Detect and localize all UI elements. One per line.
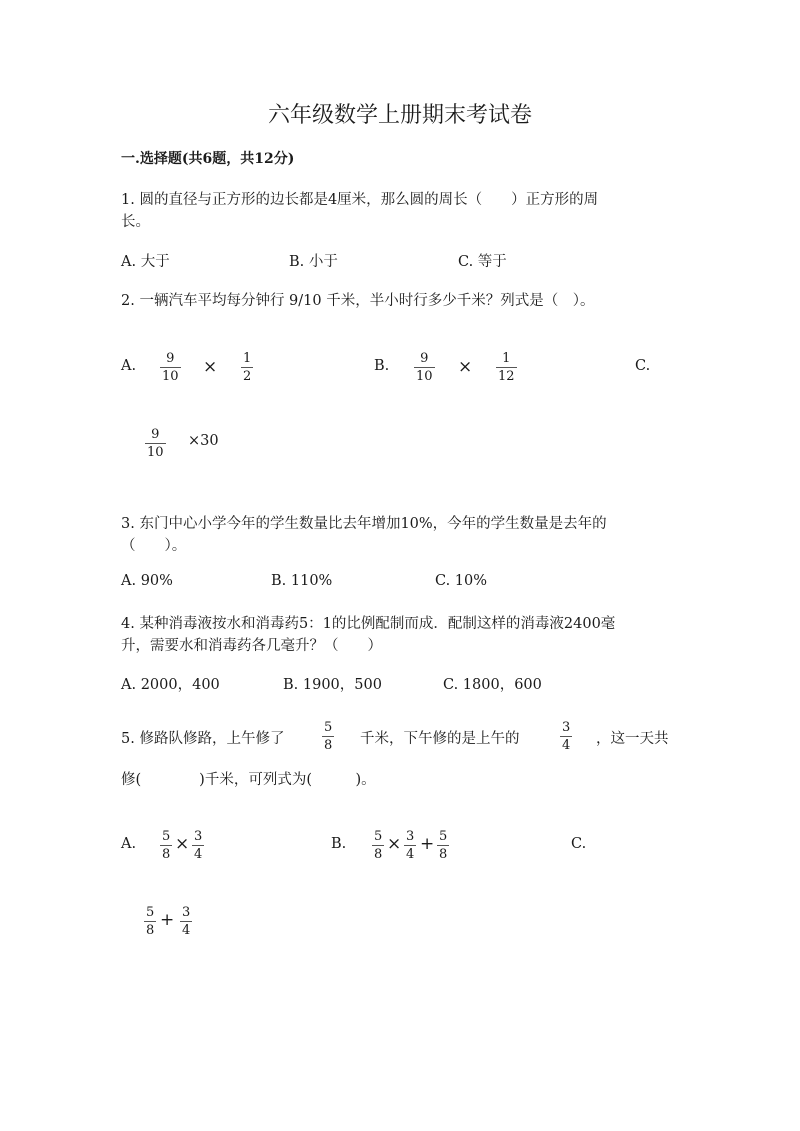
question-4-option-a: A. 2000，400 [121,677,220,693]
question-5-text-part-3: ，这一天共 [596,731,669,747]
question-5-option-b-fraction-3: 5 8 [439,829,448,862]
question-5-line-2: 修( )千米，可列式为( )。 [121,772,376,788]
question-5-option-c-fraction-1: 5 8 [146,905,155,938]
question-5-fraction-afternoon: 3 4 [562,720,571,753]
question-2-option-a-fraction-2: 1 2 [243,351,252,384]
question-2-option-b-times: × [458,357,473,377]
question-5-option-c-plus: + [160,910,175,930]
question-5-option-a-label: A. [121,836,137,852]
question-5-option-b-label: B. [331,836,347,852]
section-heading: 一.选择题(共6题，共12分) [121,151,295,167]
question-3-option-a: A. 90% [121,573,173,589]
question-5-text-part-1: 5. 修路队修路，上午修了 [121,731,285,747]
question-4-line-2: 升，需要水和消毒药各几毫升？（ ） [121,638,382,654]
question-3-line-1: 3. 东门中心小学今年的学生数量比去年增加10%，今年的学生数量是去年的 [121,516,607,532]
question-2-option-b-label: B. [374,358,390,374]
question-5-option-b-fraction-1: 5 8 [374,829,383,862]
question-5-option-a-fraction-1: 5 8 [162,829,171,862]
page-title: 六年级数学上册期末考试卷 [267,103,532,128]
question-1-option-a: A. 大于 [121,254,170,270]
question-2-option-a-fraction-1: 9 10 [162,351,179,384]
question-5-option-a-fraction-2: 3 4 [194,829,203,862]
question-5-text-part-2: 千米，下午修的是上午的 [360,731,520,747]
question-1-option-c: C. 等于 [458,254,507,270]
question-2-text: 2. 一辆汽车平均每分钟行 9/10 千米，半小时行多少千米？列式是（ ）。 [121,293,595,309]
question-5-option-b-times: × [387,834,402,854]
question-2-option-b-fraction-2: 1 12 [498,351,515,384]
question-2-option-c-fraction: 9 10 [147,427,164,460]
question-3-line-2: （ ）。 [121,538,187,554]
question-5-option-c-label: C. [571,836,587,852]
question-4-line-1: 4. 某种消毒液按水和消毒药5：1的比例配制而成．配制这样的消毒液2400毫 [121,616,616,632]
question-5-fraction-morning: 5 8 [324,720,333,753]
question-2-option-c-tail: ×30 [188,433,219,449]
question-2-option-a-label: A. [121,358,137,374]
question-5-option-a-times: × [175,834,190,854]
question-3-option-b: B. 110% [271,573,333,589]
question-2-option-a-times: × [203,357,218,377]
question-4-option-c: C. 1800，600 [443,677,542,693]
question-1-option-b: B. 小于 [289,254,338,270]
question-5-option-b-fraction-2: 3 4 [406,829,415,862]
question-2-option-b-fraction-1: 9 10 [416,351,433,384]
question-3-option-c: C. 10% [435,573,488,589]
question-2-option-c-label: C. [635,358,651,374]
question-5-option-c-fraction-2: 3 4 [182,905,191,938]
question-5-option-b-plus: + [420,834,435,854]
question-1-line-2: 长。 [121,214,150,230]
question-4-option-b: B. 1900，500 [283,677,382,693]
question-1-line-1: 1. 圆的直径与正方形的边长都是4厘米，那么圆的周长（ ）正方形的周 [121,192,599,208]
